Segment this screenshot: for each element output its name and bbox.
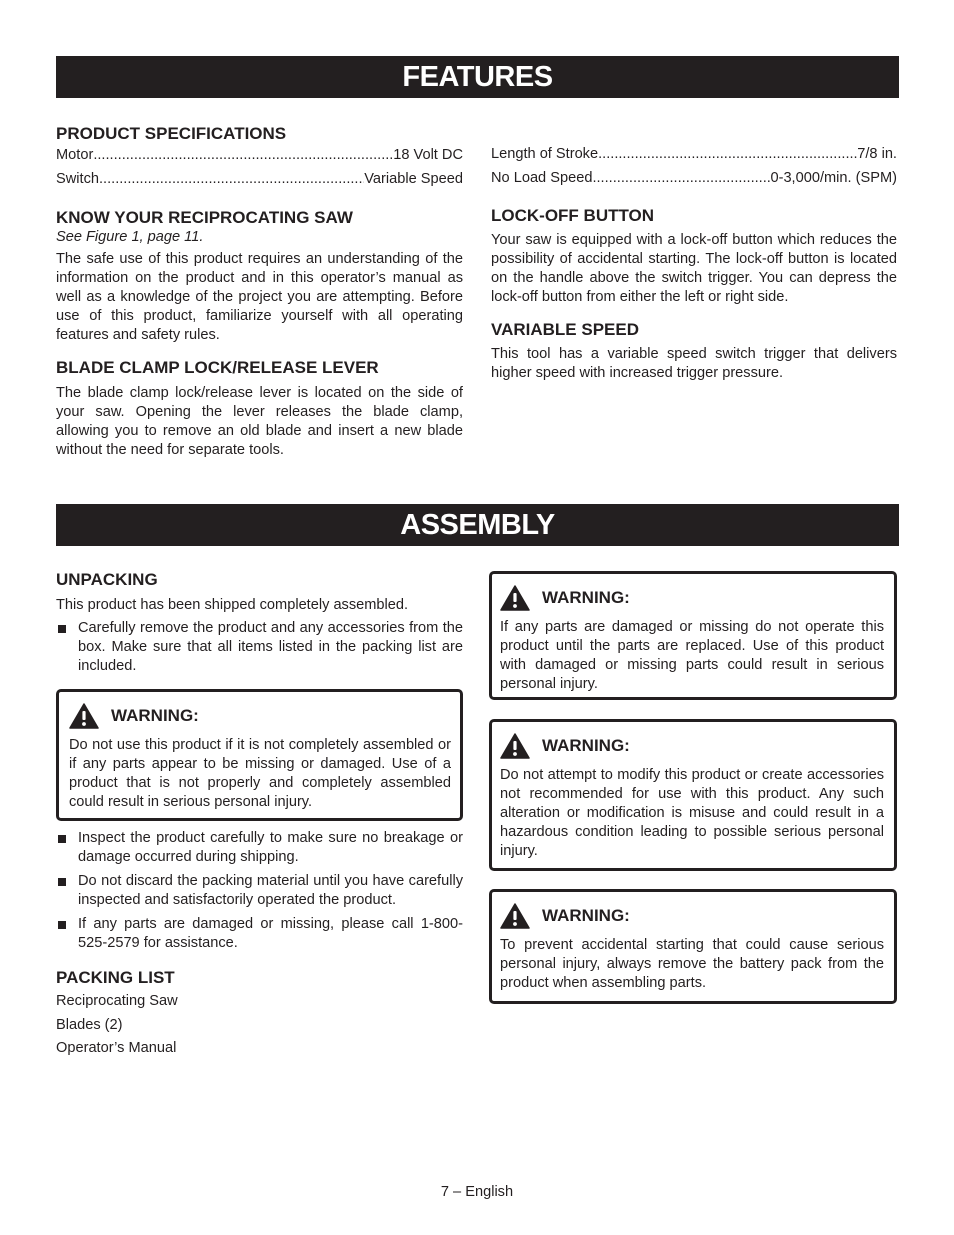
unpacking-intro: This product has been shipped completely assembled.: [56, 597, 409, 613]
warning-text: To prevent accidental starting that could cause serious personal injury, always remove the battery pack from the product when assembling parts.: [500, 937, 884, 991]
warning-title: WARNING:: [542, 906, 630, 925]
blade-clamp-heading: BLADE CLAMP LOCK/RELEASE LEVER: [56, 358, 379, 377]
warning-triangle-icon: [69, 703, 99, 729]
bullet-square-icon: [58, 878, 66, 886]
know-saw-heading: KNOW YOUR RECIPROCATING SAW: [56, 208, 353, 227]
lock-off-body: Your saw is equipped with a lock-off button which reduces the possibility of accidental starting. The lock-off button is located on the handle above the switch trigger. You can depress the lock-off button from either the left or right side.: [491, 232, 897, 305]
bullet-square-icon: [58, 835, 66, 843]
spec-value: Variable Speed: [364, 170, 463, 187]
features-left-column: [56, 124, 463, 460]
packing-list-item: Blades (2): [56, 1016, 123, 1033]
spec-no-load-speed: [491, 167, 897, 191]
warning-text: If any parts are damaged or missing do not operate this product until the parts are replaced. Use of this product with damaged or missing parts could result in serious personal injury.: [500, 619, 884, 692]
spec-label: Switch: [56, 170, 99, 187]
list-item-text: If any parts are damaged or missing, please call 1-800-525-2579 for assistance.: [78, 916, 463, 951]
features-banner: FEATURES: [56, 56, 899, 98]
list-item: [56, 915, 463, 953]
spec-label: Motor: [56, 147, 94, 163]
warning-box: [56, 689, 463, 821]
spec-value: 0-3,000/min. (SPM): [770, 169, 897, 186]
figure-reference-note: See Figure 1, page 11.: [56, 229, 204, 245]
spec-label: Length of Stroke: [491, 146, 599, 162]
spec-stroke: [491, 143, 897, 167]
features-right-column: [491, 143, 897, 383]
spec-switch: [56, 168, 463, 192]
spec-value: 18 Volt DC: [393, 147, 463, 163]
assembly-left-column: [56, 570, 463, 676]
list-item: [56, 829, 463, 867]
list-item: [56, 619, 463, 676]
warning-title: WARNING:: [111, 706, 199, 725]
page-footer: 7 – English: [440, 1184, 514, 1200]
warning-text: Do not attempt to modify this product or create accessories not recommended for use with this product. Any such alteration or modification is misuse and could result in a hazardous condition leading to possible serious personal injury.: [500, 767, 884, 859]
list-item-text: Do not discard the packing material until you have carefully inspected and satisfactorily operated the product.: [78, 873, 463, 908]
assembly-banner: ASSEMBLY: [56, 504, 899, 546]
packing-list-item: Operator’s Manual: [56, 1040, 177, 1056]
warning-title: WARNING:: [542, 588, 630, 607]
spec-value: 7/8 in.: [857, 146, 897, 162]
list-item-text: Inspect the product carefully to make sure no breakage or damage occurred during shipping.: [78, 830, 463, 865]
warning-triangle-icon: [500, 903, 530, 929]
warning-box: [489, 571, 897, 700]
bullet-square-icon: [58, 921, 66, 929]
warning-box: [489, 889, 897, 1004]
unpacking-heading: UNPACKING: [56, 570, 158, 589]
warning-triangle-icon: [500, 733, 530, 759]
bullet-square-icon: [58, 625, 66, 633]
warning-header: [500, 734, 884, 758]
packing-list-heading: PACKING LIST: [56, 968, 175, 987]
warning-title: WARNING:: [542, 736, 630, 755]
spec-motor: [56, 144, 463, 168]
spec-label: No Load Speed: [491, 169, 593, 186]
blade-clamp-body: The blade clamp lock/release lever is located on the side of your saw. Opening the lever releases the blade clamp, allowing you to remove an old blade and insert a new blade without the need for separate tools.: [56, 385, 463, 458]
lock-off-heading: LOCK-OFF BUTTON: [491, 206, 655, 225]
variable-speed-heading: VARIABLE SPEED: [491, 320, 639, 339]
product-specs-heading: PRODUCT SPECIFICATIONS: [56, 124, 287, 143]
warning-text: Do not use this product if it is not completely assembled or if any parts appear to be missing or damaged. Use of a product that is not properly and completely assembled could result in serious personal injury.: [69, 737, 451, 810]
variable-speed-body: This tool has a variable speed switch trigger that delivers higher speed with increased trigger pressure.: [491, 346, 897, 381]
warning-box: [489, 719, 897, 871]
warning-header: [500, 904, 884, 928]
warning-header: [69, 704, 451, 728]
assembly-left-lower: [56, 829, 463, 1061]
packing-list-item: Reciprocating Saw: [56, 993, 178, 1009]
list-item: [56, 872, 463, 910]
list-item-text: Carefully remove the product and any accessories from the box. Make sure that all items listed in the packing list are included.: [78, 620, 463, 674]
warning-triangle-icon: [500, 585, 530, 611]
warning-header: [500, 586, 884, 610]
packing-list: [56, 990, 463, 1061]
know-saw-body: The safe use of this product requires an understanding of the information on the product and in this operator’s manual as well as a knowledge of the project you are attempting. Before use of this product, familiarize yourself with all operating features and safety rules.: [56, 251, 463, 343]
